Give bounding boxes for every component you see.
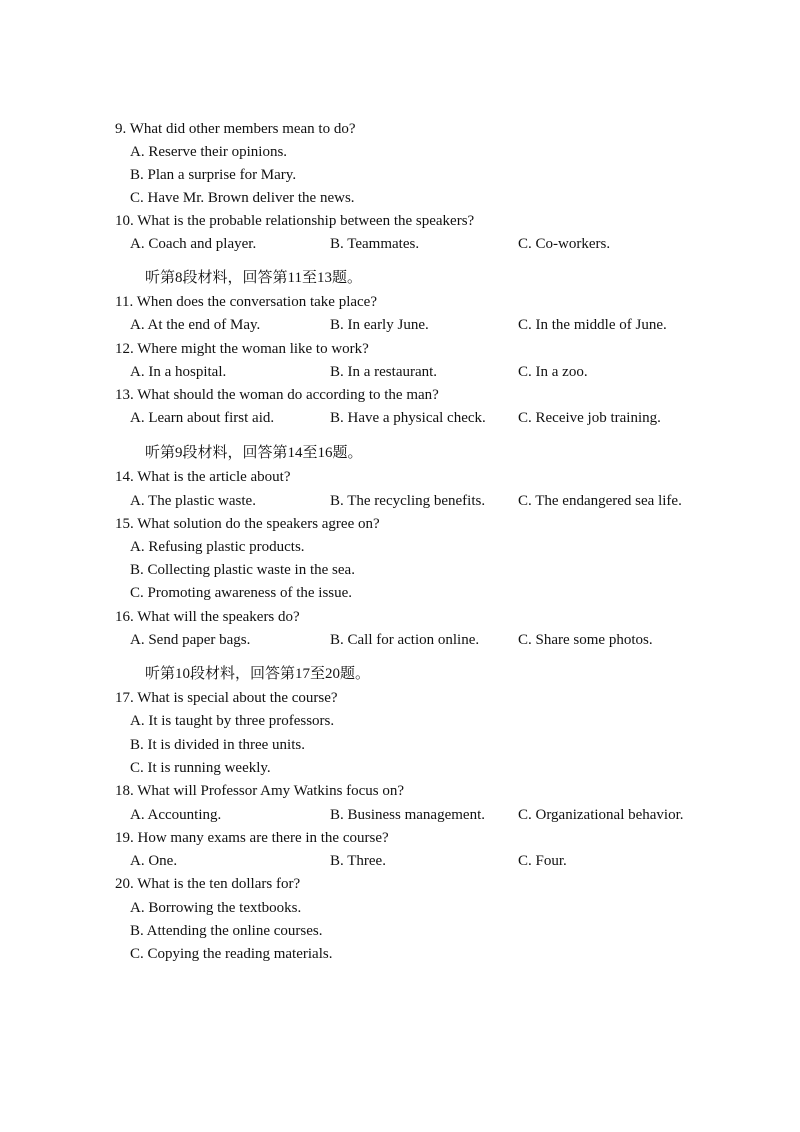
question-18: 18. What will Professor Amy Watkins focus on? — [115, 783, 405, 799]
section-heading-9: 听第9段材料，回答第14至16题。 — [145, 445, 363, 461]
option-13a: A. Learn about first aid. — [130, 410, 275, 426]
option-17c: C. It is running weekly. — [130, 760, 271, 776]
option-19c: C. Four. — [518, 853, 567, 869]
option-14a: A. The plastic waste. — [130, 493, 256, 509]
option-12b: B. In a restaurant. — [330, 364, 438, 380]
option-11b: B. In early June. — [330, 317, 429, 333]
option-16a: A. Send paper bags. — [130, 632, 251, 648]
option-12a: A. In a hospital. — [130, 364, 227, 380]
option-11a: A. At the end of May. — [130, 317, 261, 333]
option-19a: A. One. — [130, 853, 178, 869]
question-16: 16. What will the speakers do? — [115, 609, 300, 625]
option-18c: C. Organizational behavior. — [518, 807, 684, 823]
option-19b: B. Three. — [330, 853, 386, 869]
option-18b: B. Business management. — [330, 807, 485, 823]
option-20a: A. Borrowing the textbooks. — [130, 900, 302, 916]
option-10c: C. Co-workers. — [518, 236, 611, 252]
option-15c: C. Promoting awareness of the issue. — [130, 585, 353, 601]
option-10a: A. Coach and player. — [130, 236, 257, 252]
question-14: 14. What is the article about? — [115, 469, 291, 485]
option-12c: C. In a zoo. — [518, 364, 588, 380]
option-10b: B. Teammates. — [330, 236, 420, 252]
option-20b: B. Attending the online courses. — [130, 923, 323, 939]
option-16b: B. Call for action online. — [330, 632, 480, 648]
option-16c: C. Share some photos. — [518, 632, 653, 648]
option-14c: C. The endangered sea life. — [518, 493, 682, 509]
section-heading-10: 听第10段材料，回答第17至20题。 — [145, 666, 371, 682]
question-12: 12. Where might the woman like to work? — [115, 341, 369, 357]
option-20c: C. Copying the reading materials. — [130, 946, 333, 962]
question-13: 13. What should the woman do according to the man? — [115, 387, 439, 403]
question-11: 11. When does the conversation take place? — [115, 294, 377, 310]
option-11c: C. In the middle of June. — [518, 317, 667, 333]
option-13c: C. Receive job training. — [518, 410, 661, 426]
option-15b: B. Collecting plastic waste in the sea. — [130, 562, 355, 578]
option-15a: A. Refusing plastic products. — [130, 539, 305, 555]
option-17b: B. It is divided in three units. — [130, 737, 305, 753]
option-9c: C. Have Mr. Brown deliver the news. — [130, 190, 355, 206]
option-18a: A. Accounting. — [130, 807, 222, 823]
option-17a: A. It is taught by three professors. — [130, 713, 335, 729]
question-9: 9. What did other members mean to do? — [115, 121, 356, 137]
question-19: 19. How many exams are there in the course? — [115, 830, 389, 846]
question-15: 15. What solution do the speakers agree on? — [115, 516, 380, 532]
option-13b: B. Have a physical check. — [330, 410, 486, 426]
option-14b: B. The recycling benefits. — [330, 493, 486, 509]
option-9a: A. Reserve their opinions. — [130, 144, 288, 160]
section-heading-8: 听第8段材料，回答第11至13题。 — [145, 270, 362, 286]
option-9b: B. Plan a surprise for Mary. — [130, 167, 297, 183]
question-20: 20. What is the ten dollars for? — [115, 876, 301, 892]
question-10: 10. What is the probable relationship between the speakers? — [115, 213, 475, 229]
question-17: 17. What is special about the course? — [115, 690, 338, 706]
